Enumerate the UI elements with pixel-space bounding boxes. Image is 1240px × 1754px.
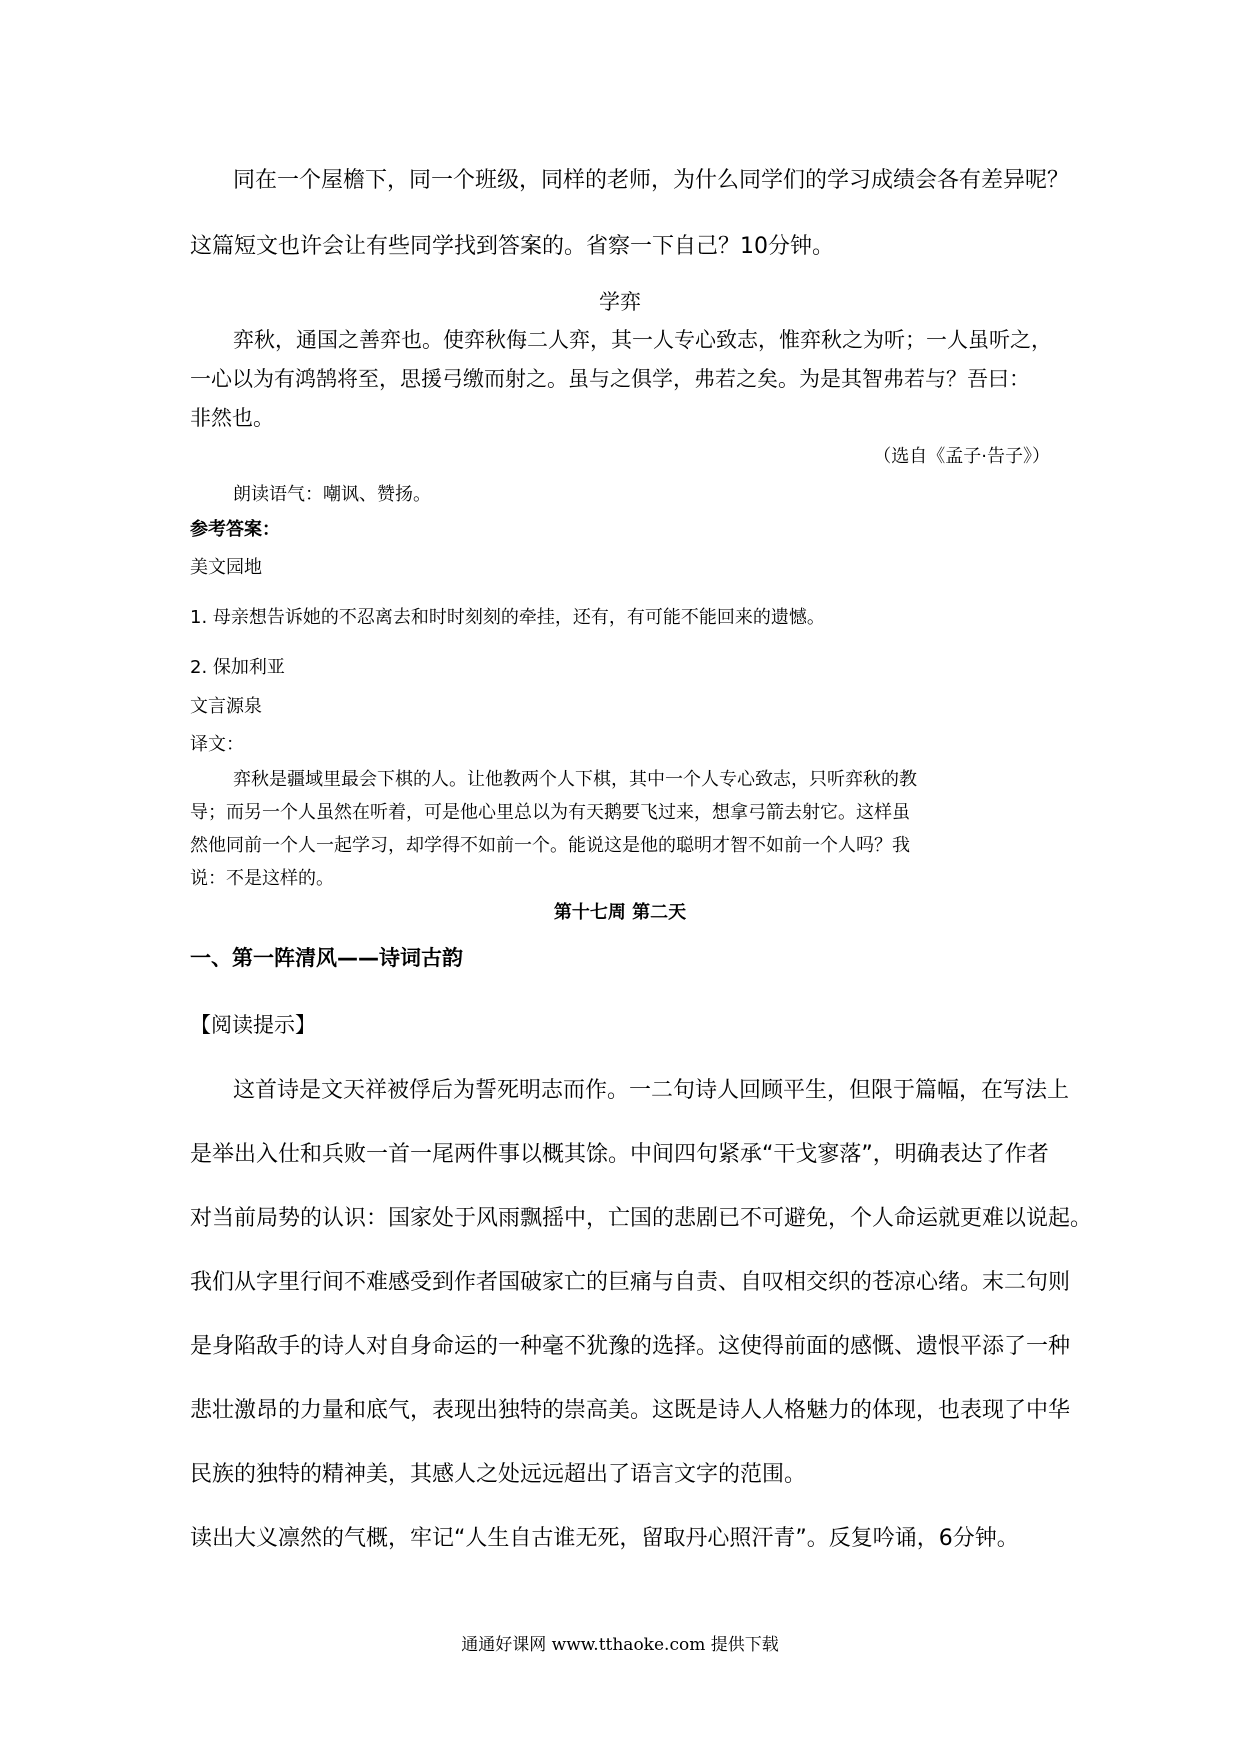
paragraph-line-1: 这首诗是文天祥被俘后为誓死明志而作。一二句诗人回顾平生，但限于篇幅，在写法上	[233, 1078, 1070, 1103]
answers-heading: 参考答案：	[190, 519, 280, 540]
page-footer: 通通好课网 www.tthaoke.com 提供下载	[461, 1635, 779, 1655]
reading-tip-label: 【阅读提示】	[190, 1013, 316, 1037]
intro-line-2: 这篇短文也许会让有些同学找到答案的。省察一下自己？10分钟。	[190, 234, 834, 259]
answer-1: 1. 母亲想告诉她的不忍离去和时时刻刻的牵挂，还有，有可能不能回来的遗憾。	[190, 607, 825, 628]
translation-line-1: 弈秋是疆域里最会下棋的人。让他教两个人下棋，其中一个人专心致志，只听弈秋的教	[233, 769, 917, 790]
reading-instruction: 读出大义凛然的气概，牢记“人生自古谁无死，留取丹心照汗青”。反复吟诵，6分钟。	[190, 1526, 1019, 1551]
reading-tone: 朗读语气：嘲讽、赞扬。	[233, 484, 431, 505]
part-heading: 一、第一阵清风——诗词古韵	[190, 946, 463, 970]
translation-label: 译文：	[190, 734, 244, 755]
paragraph-line-6: 悲壮激昂的力量和底气，表现出独特的崇高美。这既是诗人人格魅力的体现，也表现了中华	[190, 1398, 1071, 1423]
poem-title: 学弈	[599, 290, 641, 314]
classical-text-line-3: 非然也。	[190, 406, 274, 430]
paragraph-line-4: 我们从字里行间不难感受到作者国破家亡的巨痛与自责、自叹相交织的苍凉心绪。末二句则	[190, 1270, 1071, 1295]
paragraph-line-7: 民族的独特的精神美，其感人之处远远超出了语言文字的范围。	[190, 1462, 807, 1487]
wenyan-label: 文言源泉	[190, 696, 262, 717]
paragraph-line-5: 是身陷敌手的诗人对自身命运的一种毫不犹豫的选择。这使得前面的感慨、遗恨平添了一种	[190, 1334, 1071, 1359]
answer-2: 2. 保加利亚	[190, 657, 285, 678]
translation-line-3: 然他同前一个人一起学习，却学得不如前一个。能说这是他的聪明才智不如前一个人吗？我	[190, 835, 910, 856]
paragraph-line-2: 是举出入仕和兵败一首一尾两件事以概其馀。中间四句紧承“干戈寥落”，明确表达了作者	[190, 1142, 1049, 1167]
translation-line-2: 导；而另一个人虽然在听着，可是他心里总以为有天鹅要飞过来，想拿弓箭去射它。这样虽	[190, 802, 910, 823]
intro-line-1: 同在一个屋檐下，同一个班级，同样的老师，为什么同学们的学习成绩会各有差异呢？	[233, 168, 1070, 193]
classical-text-line-2: 一心以为有鸿鹄将至，思援弓缴而射之。虽与之俱学，弗若之矣。为是其智弗若与？吾曰：	[190, 367, 1030, 391]
classical-text-line-1: 弈秋，通国之善弈也。使弈秋侮二人弈，其一人专心致志，惟弈秋之为听；一人虽听之，	[233, 328, 1052, 352]
day-title: 第十七周 第二天	[553, 902, 687, 923]
source-citation: （选自《孟子·告子》）	[873, 446, 1050, 467]
meiwen-label: 美文园地	[190, 557, 262, 578]
translation-line-4: 说：不是这样的。	[190, 868, 334, 889]
paragraph-line-3: 对当前局势的认识：国家处于风雨飘摇中，亡国的悲剧已不可避免，个人命运就更难以说起。	[190, 1206, 1093, 1231]
